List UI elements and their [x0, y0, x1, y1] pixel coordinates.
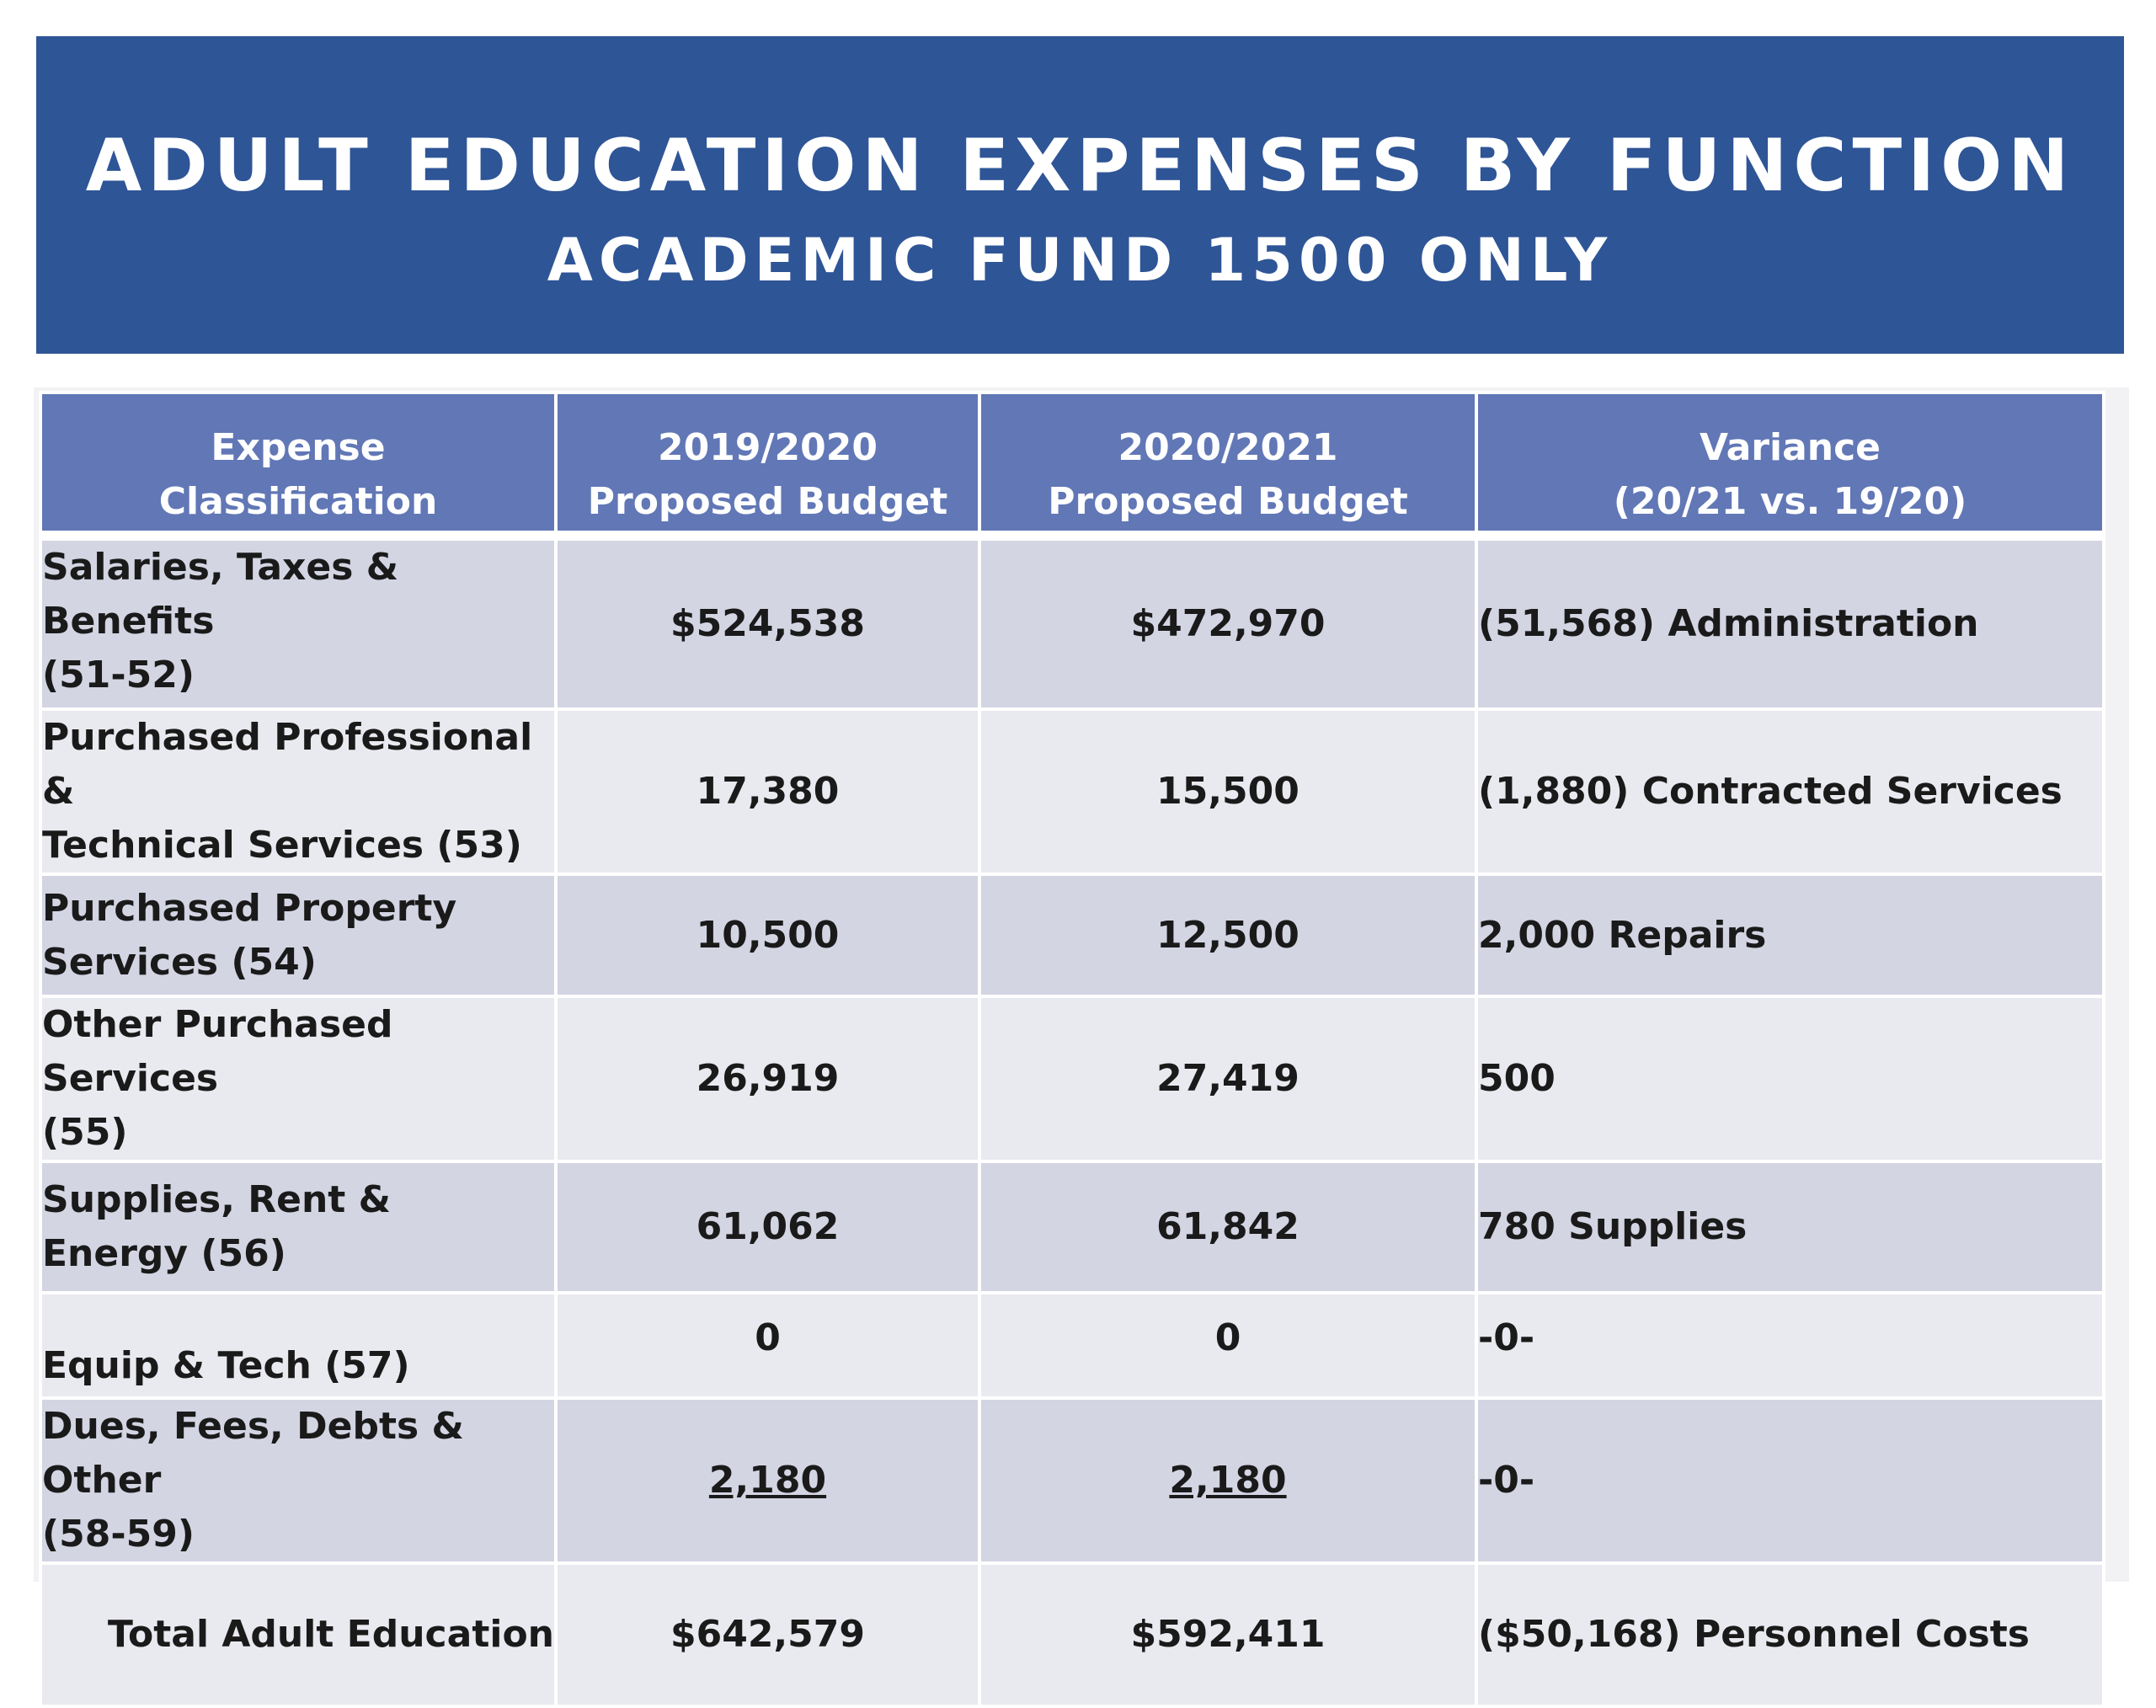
classification-line: Energy (56)	[42, 1232, 286, 1275]
row-budget-2020-2021: 15,500	[979, 709, 1476, 874]
row-variance: -0-	[1476, 1398, 2104, 1563]
table-row	[40, 1398, 2104, 1563]
classification-line: Other Purchased Services	[42, 1003, 393, 1100]
table-total-row	[40, 1563, 2104, 1706]
row-variance: (1,880) Contracted Services	[1476, 709, 2104, 874]
page-subtitle: ACADEMIC FUND 1500 ONLY	[547, 226, 1614, 295]
row-budget-2019-2020: 17,380	[556, 709, 979, 874]
row-budget-2019-2020: $524,538	[556, 536, 979, 709]
underlined-value: 2,180	[1169, 1459, 1287, 1502]
total-budget-2019-2020: $642,579	[556, 1563, 979, 1706]
row-classification	[40, 709, 556, 874]
total-label: Total Adult Education	[40, 1563, 556, 1706]
classification-line: Dues, Fees, Debts & Other	[42, 1405, 464, 1502]
classification-line: (58-59)	[42, 1513, 195, 1556]
classification-line: (55)	[42, 1111, 128, 1154]
header-line: 2020/2021	[1118, 426, 1338, 469]
row-budget-2020-2021: 12,500	[979, 874, 1476, 996]
table-row	[40, 874, 2104, 996]
classification-line: (51-52)	[42, 654, 195, 697]
row-classification	[40, 1161, 556, 1293]
underlined-value: 2,180	[708, 1459, 827, 1502]
row-budget-2019-2020: 10,500	[556, 874, 979, 996]
table-row	[40, 1293, 2104, 1398]
table-row	[40, 996, 2104, 1161]
header-line: Classification	[158, 480, 438, 523]
row-variance: 2,000 Repairs	[1476, 874, 2104, 996]
classification-line: Technical Services (53)	[42, 824, 522, 867]
row-budget-2020-2021: $472,970	[979, 536, 1476, 709]
header-line: Proposed Budget	[587, 480, 948, 523]
header-line: 2019/2020	[658, 426, 878, 469]
total-variance: ($50,168) Personnel Costs	[1476, 1563, 2104, 1706]
expenses-table	[39, 391, 2105, 1708]
table-row	[40, 536, 2104, 709]
total-budget-2020-2021: $592,411	[979, 1563, 1476, 1706]
page-title: ADULT EDUCATION EXPENSES BY FUNCTION	[85, 124, 2075, 208]
row-variance: 780 Supplies	[1476, 1161, 2104, 1293]
row-budget-2020-2021: 61,842	[979, 1161, 1476, 1293]
table-row	[40, 1161, 2104, 1293]
row-classification	[40, 536, 556, 709]
classification-line: Purchased Property	[42, 886, 457, 930]
row-budget-2020-2021: 27,419	[979, 996, 1476, 1161]
row-classification	[40, 996, 556, 1161]
header-line: Variance	[1699, 426, 1881, 469]
title-banner	[36, 36, 2124, 354]
header-line: Expense	[211, 426, 386, 469]
table-header-row	[40, 392, 2104, 536]
header-budget-2020-2021	[979, 392, 1476, 536]
header-variance	[1476, 392, 2104, 536]
row-budget-2019-2020	[556, 1398, 979, 1563]
header-expense-classification	[40, 392, 556, 536]
classification-line: Purchased Professional &	[42, 716, 533, 813]
row-variance: 500	[1476, 996, 2104, 1161]
row-budget-2019-2020: 26,919	[556, 996, 979, 1161]
row-variance: (51,568) Administration	[1476, 536, 2104, 709]
classification-line: Salaries, Taxes & Benefits	[42, 546, 399, 643]
classification-line: Supplies, Rent &	[42, 1178, 392, 1221]
row-budget-2020-2021	[979, 1398, 1476, 1563]
header-line: Proposed Budget	[1048, 480, 1408, 523]
row-classification	[40, 1293, 556, 1398]
header-budget-2019-2020	[556, 392, 979, 536]
row-variance: -0-	[1476, 1293, 2104, 1398]
row-budget-2020-2021: 0	[979, 1293, 1476, 1398]
row-classification	[40, 874, 556, 996]
classification-line: Services (54)	[42, 940, 317, 984]
classification-line: Equip & Tech (57)	[42, 1344, 410, 1387]
row-budget-2019-2020: 61,062	[556, 1161, 979, 1293]
row-budget-2019-2020: 0	[556, 1293, 979, 1398]
table-row	[40, 709, 2104, 874]
row-classification	[40, 1398, 556, 1563]
header-line: (20/21 vs. 19/20)	[1613, 480, 1967, 523]
